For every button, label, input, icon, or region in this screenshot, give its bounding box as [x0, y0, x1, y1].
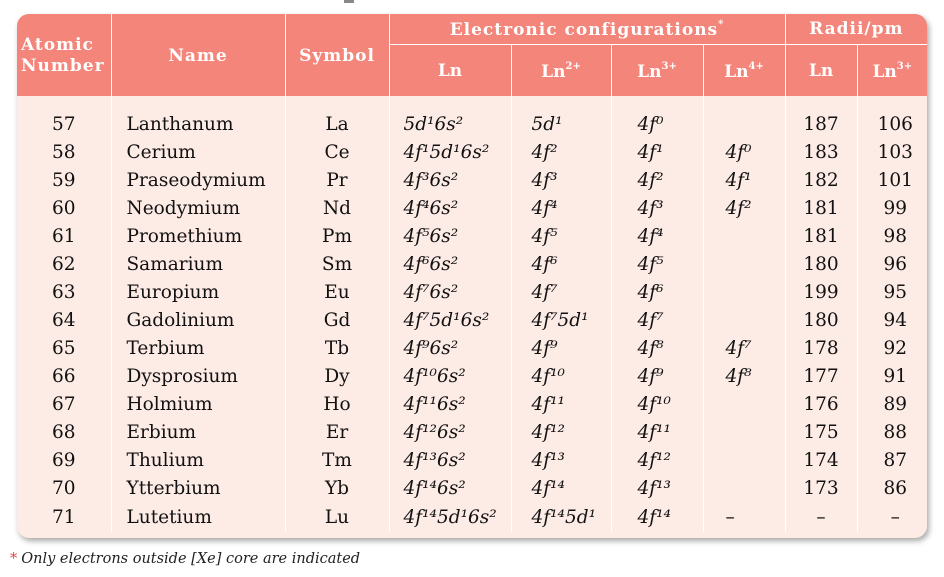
lanthanoid-table-card — [17, 14, 927, 538]
header-symbol: Symbol — [285, 14, 389, 97]
table-row — [17, 138, 927, 166]
atomic-number-cell: 67 — [17, 390, 111, 418]
table-body — [17, 97, 927, 532]
radius-ln3-cell: 92 — [883, 337, 908, 359]
config-ln4-cell — [703, 222, 785, 250]
radius-ln-cell: 183 — [785, 138, 857, 166]
table-row — [17, 110, 927, 138]
config-ln-cell: 4f⁷5d¹6s² — [389, 306, 511, 334]
config-ln4-cell: 4f² — [703, 194, 785, 222]
config-ln4-cell — [703, 446, 785, 474]
config-ln2-cell: 4f⁵ — [511, 222, 611, 250]
atomic-number-cell: 69 — [17, 446, 111, 474]
table-row — [17, 446, 927, 474]
header-radii-ln3-sup: 3+ — [896, 60, 913, 72]
config-ln2-cell: 4f¹¹ — [511, 390, 611, 418]
radius-ln-cell: 173 — [785, 474, 857, 502]
config-ln4-cell — [703, 306, 785, 334]
radius-ln3-cell: 98 — [883, 225, 908, 247]
config-ln3-cell: 4f¹ — [611, 138, 703, 166]
header-atomic-number: Atomic Number — [17, 14, 111, 97]
config-ln-cell: 4f¹⁴5d¹6s² — [389, 502, 511, 532]
radius-ln-cell: 181 — [785, 222, 857, 250]
atomic-number-cell: 63 — [17, 278, 111, 306]
header-ln2-sup: 2+ — [565, 60, 581, 72]
symbol-cell: Ce — [285, 138, 389, 166]
symbol-cell: Tb — [285, 334, 389, 362]
config-ln4-cell — [703, 110, 785, 138]
radius-ln-cell: 180 — [785, 250, 857, 278]
radius-ln-cell: 182 — [785, 166, 857, 194]
atomic-number-cell: 66 — [17, 362, 111, 390]
table-row — [17, 306, 927, 334]
header-ln3-sup: 3+ — [661, 60, 677, 72]
table-row — [17, 194, 927, 222]
element-name-cell: Thulium — [111, 446, 285, 474]
atomic-number-cell: 60 — [17, 194, 111, 222]
atomic-number-cell: 71 — [17, 502, 111, 532]
header-ln4-sup: 4+ — [748, 60, 764, 72]
config-ln-cell: 4f¹⁰6s² — [389, 362, 511, 390]
config-ln-cell: 4f¹¹6s² — [389, 390, 511, 418]
config-ln-cell: 4f⁶6s² — [389, 250, 511, 278]
symbol-cell: Gd — [285, 306, 389, 334]
radius-ln-cell: 178 — [785, 334, 857, 362]
header-ln4 — [703, 45, 785, 98]
header-ln: Ln — [389, 45, 511, 98]
header-ln3-label: Ln — [637, 61, 662, 82]
radius-ln3-cell: 99 — [883, 197, 908, 219]
atomic-number-cell: 65 — [17, 334, 111, 362]
radius-ln-cell: 199 — [785, 278, 857, 306]
config-ln2-cell: 4f⁹ — [511, 334, 611, 362]
symbol-cell: Pr — [285, 166, 389, 194]
config-ln4-cell — [703, 390, 785, 418]
config-ln-cell: 4f¹⁴6s² — [389, 474, 511, 502]
element-name-cell: Holmium — [111, 390, 285, 418]
radius-ln3-cell: 86 — [883, 477, 908, 499]
config-ln3-cell: 4f² — [611, 166, 703, 194]
header-radii-ln: Ln — [785, 45, 857, 98]
config-ln2-cell: 4f² — [511, 138, 611, 166]
lanthanoid-table — [17, 14, 927, 532]
radius-ln-cell: 187 — [785, 110, 857, 138]
radius-ln3-cell: 89 — [883, 393, 908, 415]
config-ln2-cell: 4f³ — [511, 166, 611, 194]
config-ln-cell: 5d¹6s² — [389, 110, 511, 138]
config-ln2-cell: 4f¹⁴ — [511, 474, 611, 502]
table-row — [17, 222, 927, 250]
config-ln-cell: 4f¹²6s² — [389, 418, 511, 446]
symbol-cell: Ho — [285, 390, 389, 418]
config-ln-cell: 4f¹³6s² — [389, 446, 511, 474]
config-ln3-cell: 4f⁶ — [611, 278, 703, 306]
element-name-cell: Ytterbium — [111, 474, 285, 502]
header-ln2-label: Ln — [541, 61, 566, 82]
config-ln2-cell: 4f¹³ — [511, 446, 611, 474]
stray-mark — [344, 0, 354, 3]
header-electronic-configurations-label: Electronic configurations — [449, 19, 719, 40]
config-ln4-cell — [703, 474, 785, 502]
element-name-cell: Praseodymium — [111, 166, 285, 194]
header-electronic-configurations — [389, 14, 785, 45]
atomic-number-cell: 58 — [17, 138, 111, 166]
symbol-cell: Yb — [285, 474, 389, 502]
config-ln2-cell: 4f⁴ — [511, 194, 611, 222]
element-name-cell: Terbium — [111, 334, 285, 362]
radius-ln3-cell: 87 — [883, 449, 908, 471]
radius-ln3-cell: 103 — [877, 141, 913, 163]
table-row — [17, 166, 927, 194]
table-row — [17, 362, 927, 390]
config-ln3-cell: 4f¹¹ — [611, 418, 703, 446]
config-ln4-cell — [703, 278, 785, 306]
config-ln2-cell: 4f¹⁰ — [511, 362, 611, 390]
header-radii: Radii/pm — [785, 14, 927, 45]
config-ln4-cell: 4f⁷ — [703, 334, 785, 362]
table-row — [17, 418, 927, 446]
radius-ln-cell: 174 — [785, 446, 857, 474]
config-ln4-cell: 4f⁰ — [703, 138, 785, 166]
config-ln3-cell: 4f¹⁰ — [611, 390, 703, 418]
radius-ln3-cell: – — [890, 506, 900, 528]
radius-ln-cell: 181 — [785, 194, 857, 222]
header-ln2 — [511, 45, 611, 98]
config-ln3-cell: 4f¹³ — [611, 474, 703, 502]
config-ln4-cell: 4f¹ — [703, 166, 785, 194]
footnote-text: Only electrons outside [Xe] core are indicated — [21, 551, 361, 567]
config-ln3-cell: 4f⁵ — [611, 250, 703, 278]
header-ln4-label: Ln — [724, 61, 749, 82]
atomic-number-cell: 64 — [17, 306, 111, 334]
config-ln3-cell: 4f⁴ — [611, 222, 703, 250]
table-row — [17, 474, 927, 502]
radius-ln-cell: 175 — [785, 418, 857, 446]
config-ln4-cell: 4f⁸ — [703, 362, 785, 390]
header-name: Name — [111, 14, 285, 97]
config-ln4-cell — [703, 250, 785, 278]
radius-ln3-cell: 94 — [883, 309, 908, 331]
atomic-number-cell: 62 — [17, 250, 111, 278]
element-name-cell: Lanthanum — [111, 110, 285, 138]
radius-ln-cell: 180 — [785, 306, 857, 334]
config-ln-cell: 4f¹5d¹6s² — [389, 138, 511, 166]
config-ln-cell: 4f³6s² — [389, 166, 511, 194]
header-radii-ln3-label: Ln — [872, 61, 897, 82]
header-electronic-configurations-mark: * — [718, 18, 725, 30]
symbol-cell: Pm — [285, 222, 389, 250]
config-ln3-cell: 4f⁷ — [611, 306, 703, 334]
symbol-cell: Dy — [285, 362, 389, 390]
radius-ln-cell: – — [785, 502, 857, 532]
radius-ln3-cell: 95 — [883, 281, 908, 303]
config-ln3-cell: 4f³ — [611, 194, 703, 222]
config-ln2-cell: 4f⁷5d¹ — [511, 306, 611, 334]
symbol-cell: Eu — [285, 278, 389, 306]
header-ln3 — [611, 45, 703, 98]
atomic-number-cell: 68 — [17, 418, 111, 446]
config-ln-cell: 4f⁷6s² — [389, 278, 511, 306]
spacer-row — [17, 97, 927, 110]
element-name-cell: Cerium — [111, 138, 285, 166]
symbol-cell: La — [285, 110, 389, 138]
config-ln3-cell: 4f¹⁴ — [611, 502, 703, 532]
table-row — [17, 334, 927, 362]
element-name-cell: Samarium — [111, 250, 285, 278]
element-name-cell: Lutetium — [111, 502, 285, 532]
atomic-number-cell: 59 — [17, 166, 111, 194]
table-header — [17, 14, 927, 97]
config-ln4-cell: – — [703, 502, 785, 532]
element-name-cell: Dysprosium — [111, 362, 285, 390]
config-ln-cell: 4f⁹6s² — [389, 334, 511, 362]
config-ln4-cell — [703, 418, 785, 446]
config-ln3-cell: 4f⁹ — [611, 362, 703, 390]
symbol-cell: Er — [285, 418, 389, 446]
config-ln3-cell: 4f¹² — [611, 446, 703, 474]
radius-ln-cell: 176 — [785, 390, 857, 418]
element-name-cell: Promethium — [111, 222, 285, 250]
config-ln2-cell: 4f⁷ — [511, 278, 611, 306]
footnote — [10, 551, 360, 567]
atomic-number-cell: 61 — [17, 222, 111, 250]
atomic-number-cell: 57 — [17, 110, 111, 138]
table-row — [17, 278, 927, 306]
config-ln2-cell: 4f¹² — [511, 418, 611, 446]
symbol-cell: Nd — [285, 194, 389, 222]
config-ln-cell: 4f⁵6s² — [389, 222, 511, 250]
radius-ln3-cell: 96 — [883, 253, 908, 275]
config-ln2-cell: 5d¹ — [511, 110, 611, 138]
config-ln2-cell: 4f⁶ — [511, 250, 611, 278]
config-ln3-cell: 4f⁰ — [611, 110, 703, 138]
element-name-cell: Gadolinium — [111, 306, 285, 334]
header-radii-ln3 — [857, 45, 927, 98]
config-ln2-cell: 4f¹⁴5d¹ — [511, 502, 611, 532]
table-row — [17, 250, 927, 278]
table-row — [17, 390, 927, 418]
radius-ln3-cell: 91 — [883, 365, 908, 387]
radius-ln-cell: 177 — [785, 362, 857, 390]
symbol-cell: Sm — [285, 250, 389, 278]
atomic-number-cell: 70 — [17, 474, 111, 502]
footnote-mark: * — [10, 551, 18, 567]
element-name-cell: Europium — [111, 278, 285, 306]
table-row — [17, 502, 927, 532]
element-name-cell: Neodymium — [111, 194, 285, 222]
config-ln-cell: 4f⁴6s² — [389, 194, 511, 222]
config-ln3-cell: 4f⁸ — [611, 334, 703, 362]
radius-ln3-cell: 101 — [877, 169, 913, 191]
radius-ln3-cell: 106 — [877, 113, 913, 135]
element-name-cell: Erbium — [111, 418, 285, 446]
symbol-cell: Lu — [285, 502, 389, 532]
radius-ln3-cell: 88 — [883, 421, 908, 443]
symbol-cell: Tm — [285, 446, 389, 474]
